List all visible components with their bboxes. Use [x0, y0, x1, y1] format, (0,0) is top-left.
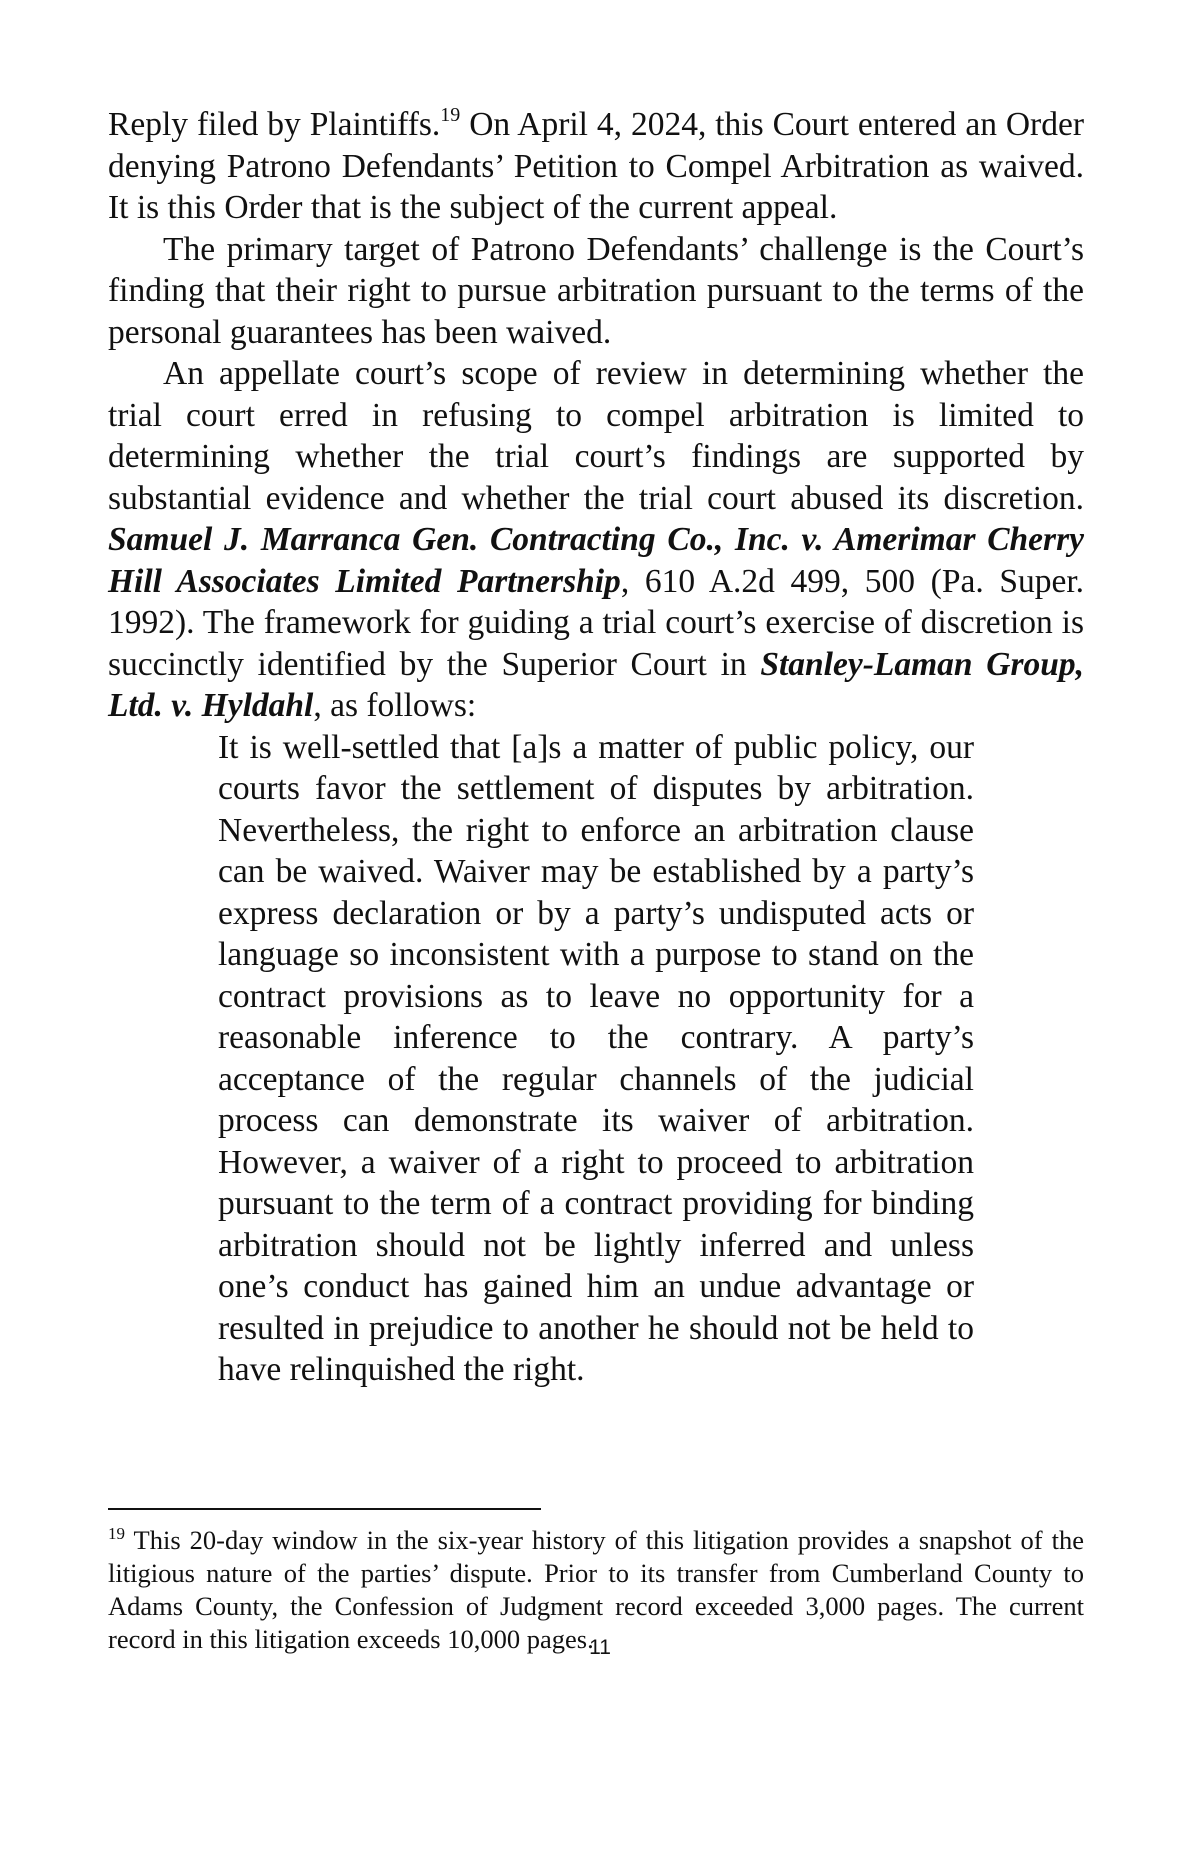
page-number: 11 [589, 1636, 611, 1659]
case-citation-marranca: Samuel J. Marranca Gen. Contracting Co., Inc. v. Amerimar Cherry Hill Associates Limited Partnership [108, 521, 1084, 600]
footnote-text: This 20-day window in the six-year history of this litigation provides a snapshot of the litigious nature of the parties’ dispute. Prior to its transfer from Cumberland County to Adams County, the Confession of Judgment record exceeded 3,000 pages. The current record in this litigation exceeds 10,000 pages. [108, 1525, 1084, 1654]
footnote-reference-19[interactable]: 19 [440, 104, 461, 126]
paragraph-1-lead: Reply filed by Plaintiffs. [108, 106, 441, 143]
review-text-2: , 610 A.2d 499, 500 (Pa. Super. 1992). The framework for guiding a trial court’s exercise of discretion is succinctly identified by the Superior Court in [108, 562, 1084, 683]
case-citation-stanley-laman: Stanley-Laman Group, Ltd. v. Hyldahl [108, 645, 1084, 724]
review-text-1: An appellate court’s scope of review in determining whether the trial court erred in refusing to compel arbitration is limited to determining whether the trial court’s findings are supported by substantial evidence and whether the trial court abused its discretion. [108, 355, 1084, 517]
footnote-number: 19 [108, 1524, 125, 1543]
review-text-3: , as follows: [313, 687, 477, 724]
footnote-separator [108, 1508, 541, 1510]
paragraph-procedural-history [108, 104, 1084, 229]
paragraph-challenge-target: The primary target of Patrono Defendants’ challenge is the Court’s finding that their right to pursue arbitration pursuant to the terms of the personal guarantees has been waived. [108, 230, 1084, 351]
paragraph-1-rest: On April 4, 2024, this Court entered an Order denying Patrono Defendants’ Petition to Compel Arbitration as waived. It is this Order that is the subject of the current appeal. [108, 106, 1084, 226]
document-page [108, 104, 1084, 1391]
paragraph-standard-of-review [108, 353, 1084, 727]
block-quote-waiver: It is well-settled that [a]s a matter of public policy, our courts favor the settlement of disputes by arbitration. Nevertheless, the right to enforce an arbitration clause can be waived. Waiver may be established by a party’s express declaration or by a party’s undisputed acts or language so inconsistent with a purpose to stand on the contract provisions as to leave no opportunity for a reasonable inference to the contrary. A party’s acceptance of the regular channels of the judicial process can demonstrate its waiver of arbitration. However, a waiver of a right to proceed to arbitration pursuant to the term of a contract providing for binding arbitration should not be lightly inferred and unless one’s conduct has gained him an undue advantage or resulted in prejudice to another he should not be held to have relinquished the right. [218, 728, 974, 1388]
